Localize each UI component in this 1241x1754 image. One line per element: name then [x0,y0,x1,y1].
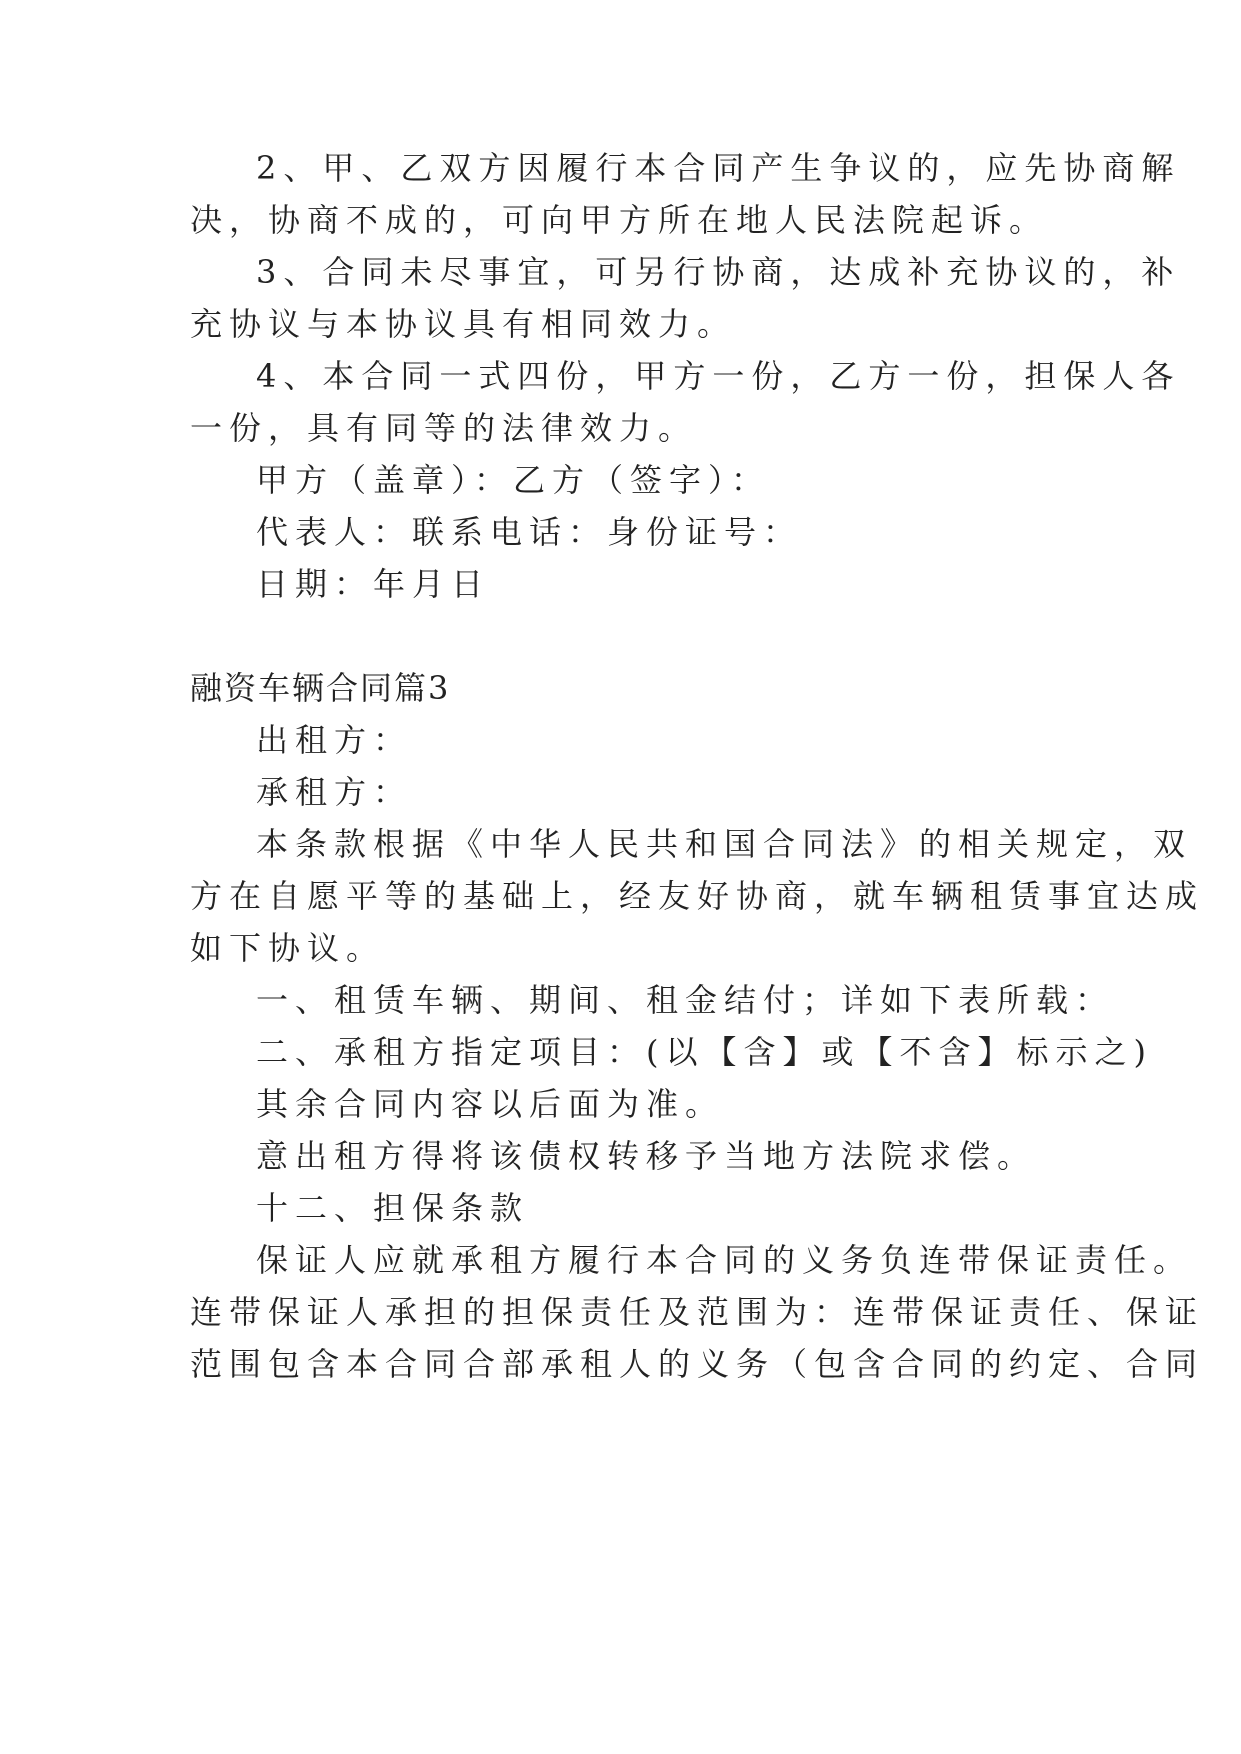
signature-party-line: 甲方（盖章）：乙方（签字）： [256,461,771,499]
paragraph-line: 3、合同未尽事宜，可另行协商，达成补充协议的，补 [256,253,1181,291]
paragraph-line: 如下协议。 [190,929,386,967]
signature-date-line: 日期：年月日 [256,565,491,603]
paragraph-line: 2、甲、乙双方因履行本合同产生争议的，应先协商解 [256,149,1181,187]
paragraph-line: 十二、担保条款 [256,1189,530,1227]
paragraph-line: 二、承租方指定项目：(以【含】或【不含】标示之) [256,1033,1153,1071]
section-heading: 融资车辆合同篇3 [190,669,451,707]
paragraph-line: 连带保证人承担的担保责任及范围为：连带保证责任、保证 [190,1293,1205,1331]
paragraph-line: 充协议与本协议具有相同效力。 [190,305,737,343]
signature-contact-line: 代表人：联系电话：身份证号： [256,513,803,551]
paragraph-line: 承租方： [256,773,413,811]
paragraph-line: 保证人应就承租方履行本合同的义务负连带保证责任。 [256,1241,1193,1279]
paragraph-line: 范围包含本合同合部承租人的义务（包含合同的约定、合同 [190,1345,1205,1383]
paragraph-line: 其余合同内容以后面为准。 [256,1085,725,1123]
paragraph-line: 一、租赁车辆、期间、租金结付；详如下表所载： [256,981,1115,1019]
paragraph-line: 意出租方得将该债权转移予当地方法院求偿。 [256,1137,1037,1175]
paragraph-line: 决，协商不成的，可向甲方所在地人民法院起诉。 [190,201,1049,239]
paragraph-line: 一份，具有同等的法律效力。 [190,409,698,447]
paragraph-line: 4、本合同一式四份，甲方一份，乙方一份，担保人各 [256,357,1181,395]
paragraph-line: 本条款根据《中华人民共和国合同法》的相关规定，双 [256,825,1193,863]
paragraph-line: 方在自愿平等的基础上，经友好协商，就车辆租赁事宜达成 [190,877,1205,915]
paragraph-line: 出租方： [256,721,413,759]
